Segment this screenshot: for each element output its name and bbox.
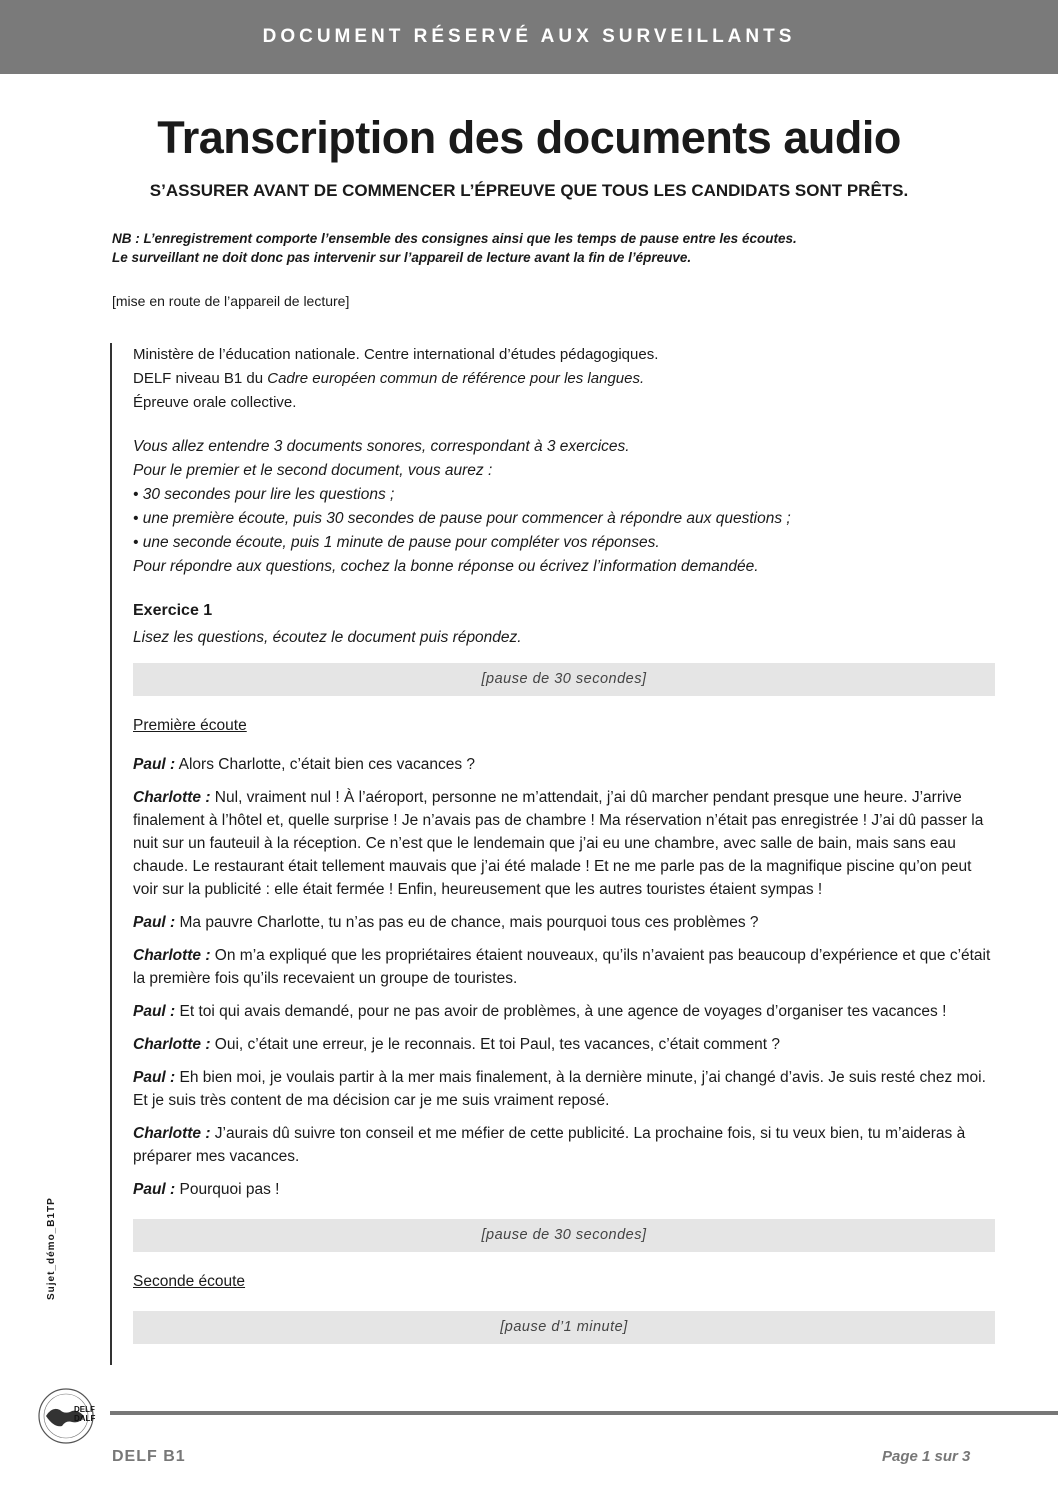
exercise-title: Exercice 1 (133, 602, 213, 619)
footer-exam-level: DELF B1 (112, 1448, 186, 1465)
dialogue (133, 753, 995, 1201)
speech-text: Alors Charlotte, c’était bien ces vacances ? (175, 756, 476, 773)
consigne-line: • une première écoute, puis 30 secondes de pause pour commencer à répondre aux questions ; (133, 510, 791, 527)
pause-box: [pause d’1 minute] (133, 1311, 995, 1344)
dialogue-line (133, 1033, 995, 1056)
consigne-line: Pour le premier et le second document, vous aurez : (133, 462, 493, 479)
consigne-line: Vous allez entendre 3 documents sonores, correspondant à 3 exercices. (133, 438, 630, 455)
section-second-listening: Seconde écoute (133, 1273, 246, 1290)
start-instruction: [mise en route de l’appareil de lecture] (112, 293, 350, 309)
speaker-name: Charlotte : (133, 947, 211, 964)
side-rule (110, 343, 112, 1365)
transcript-content (133, 343, 995, 1362)
consigne-line: • une seconde écoute, puis 1 minute de pause pour compléter vos réponses. (133, 534, 660, 551)
speech-text: Oui, c’était une erreur, je le reconnais. Et toi Paul, tes vacances, c’était comment ? (210, 1036, 780, 1053)
speech-text: Nul, vraiment nul ! À l’aéroport, personne ne m’attendait, j’ai dû marcher pendant presque une heure. J’arrive finalement à l’hôtel et, quelle surprise ! Je n’avais pas de chambre ! Ma réservation n’était pas enregistrée ! J’ai dû passer la nuit sur un fauteuil à la réception. Ce n’est que le lendemain que j’ai eu une chambre, avec salle de bain, mais sans eau chaude. Le restaurant était tellement mauvais que j’ai été malade ! Et ne me parle pas de la magnifique piscine qu’on peut voir sur la publicité : elle était fermée ! Enfin, heureusement que les autres touristes étaient sympas ! (133, 789, 984, 898)
speech-text: J’aurais dû suivre ton conseil et me méfier de cette publicité. La prochaine fois, si tu veux bien, tu m’aideras à préparer mes vacances. (133, 1125, 966, 1165)
intro-line-1: Ministère de l’éducation nationale. Centre international d’études pédagogiques. (133, 346, 659, 363)
intro-line-2-a: DELF niveau B1 du (133, 370, 268, 387)
speech-text: Et toi qui avais demandé, pour ne pas avoir de problèmes, à une agence de voyages d’organiser tes vacances ! (175, 1003, 947, 1020)
delf-dalf-logo-icon (36, 1386, 96, 1446)
speaker-name: Charlotte : (133, 1036, 211, 1053)
speech-text: Pourquoi pas ! (175, 1181, 280, 1198)
nb-note (112, 229, 797, 267)
pause-box: [pause de 30 secondes] (133, 663, 995, 696)
speaker-name: Paul : (133, 756, 176, 773)
speaker-name: Charlotte : (133, 789, 211, 806)
speaker-name: Paul : (133, 914, 176, 931)
speech-text: Ma pauvre Charlotte, tu n’as pas eu de chance, mais pourquoi tous ces problèmes ? (175, 914, 759, 931)
dialogue-line (133, 1178, 995, 1201)
logo-text-2: DALF (74, 1414, 96, 1423)
dialogue-line (133, 944, 995, 990)
logo-text-1: DELF (74, 1405, 95, 1414)
dialogue-line (133, 753, 995, 776)
page-title: Transcription des documents audio (157, 112, 901, 163)
dialogue-line (133, 1000, 995, 1023)
nb-line-2: Le surveillant ne doit donc pas intervenir sur l’appareil de lecture avant la fin de l’épreuve. (112, 250, 692, 265)
footer-page-number: Page 1 sur 3 (882, 1448, 971, 1465)
speaker-name: Paul : (133, 1069, 176, 1086)
speaker-name: Paul : (133, 1003, 176, 1020)
page-subtitle: S’ASSURER AVANT DE COMMENCER L’ÉPREUVE QUE TOUS LES CANDIDATS SONT PRÊTS. (149, 181, 909, 200)
speech-text: Eh bien moi, je voulais partir à la mer mais finalement, à la dernière minute, j’ai changé d’avis. Je suis resté chez moi. Et je suis très content de ma décision car je me suis vraiment reposé. (133, 1069, 986, 1109)
consigne-line: • 30 secondes pour lire les questions ; (133, 486, 395, 503)
speech-text: On m’a expliqué que les propriétaires étaient nouveaux, qu’ils n’avaient pas beaucoup d’expérience et que c’était la première fois qu’ils recevaient un groupe de touristes. (133, 947, 991, 987)
dialogue-line (133, 786, 995, 901)
pause-box: [pause de 30 secondes] (133, 1219, 995, 1252)
dialogue-line (133, 1122, 995, 1168)
consignes-block (133, 435, 995, 579)
footer-rule (110, 1411, 1058, 1415)
nb-line-1: NB : L’enregistrement comporte l’ensemble des consignes ainsi que les temps de pause entre les écoutes. (112, 231, 797, 246)
dialogue-line (133, 911, 995, 934)
intro-line-3: Épreuve orale collective. (133, 394, 297, 411)
intro-line-2 (133, 367, 995, 391)
intro-line-2-b: Cadre européen commun de référence pour les langues. (267, 370, 645, 387)
side-code: Sujet_démo_B1TP (46, 1197, 57, 1300)
section-first-listening: Première écoute (133, 717, 247, 734)
intro-block (133, 343, 995, 415)
exercise-instruction: Lisez les questions, écoutez le document puis répondez. (133, 629, 522, 646)
speaker-name: Charlotte : (133, 1125, 211, 1142)
dialogue-line (133, 1066, 995, 1112)
speaker-name: Paul : (133, 1181, 176, 1198)
top-banner: DOCUMENT RÉSERVÉ AUX SURVEILLANTS (0, 0, 1058, 74)
consigne-line: Pour répondre aux questions, cochez la bonne réponse ou écrivez l’information demandée. (133, 558, 759, 575)
